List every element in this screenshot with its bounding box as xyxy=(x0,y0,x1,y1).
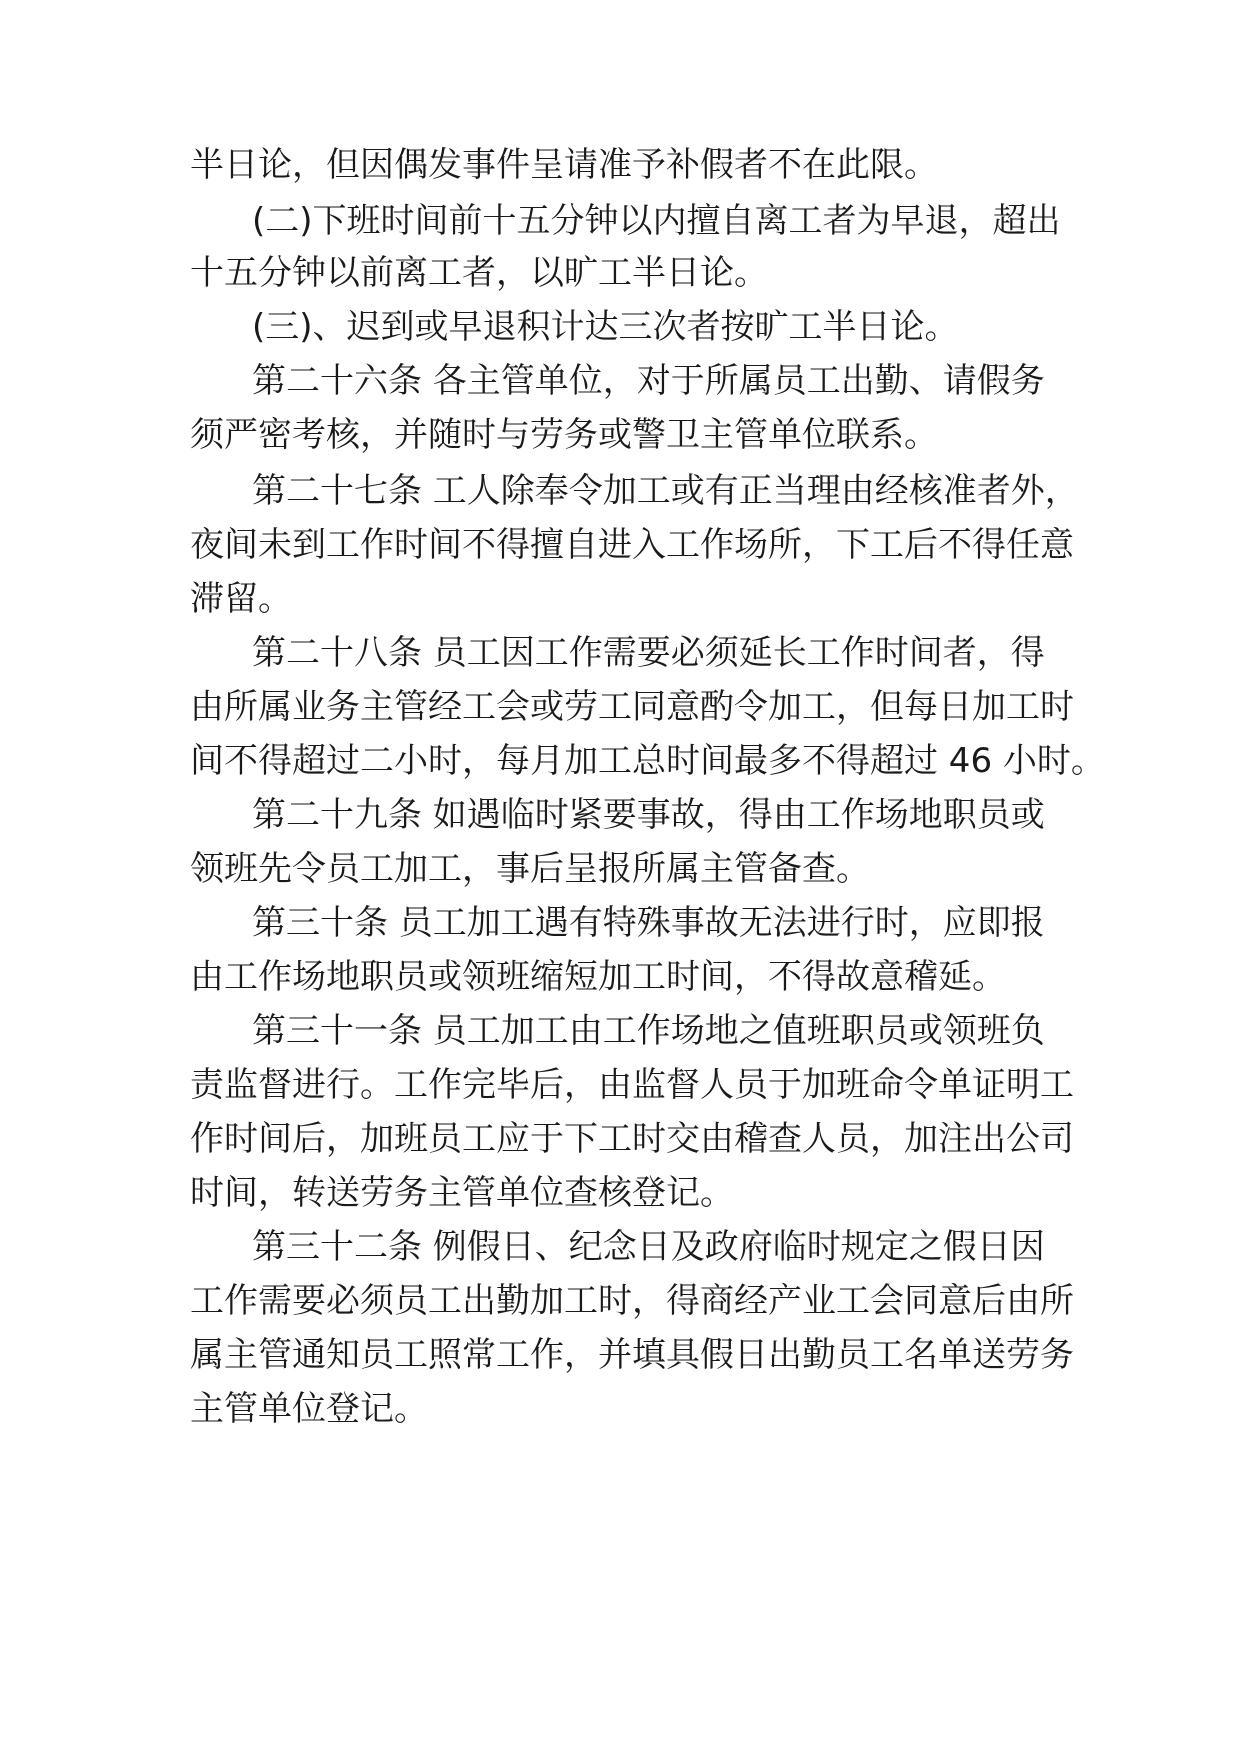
text-line: 由所属业务主管经工会或劳工同意酌令加工，但每日加工时 xyxy=(190,687,1074,727)
text-line: (二)下班时间前十五分钟以内擅自离工者为早退，超出 xyxy=(252,201,1061,241)
text-line: 主管单位登记。 xyxy=(190,1389,428,1429)
text-line: 第三十一条 员工加工由工作场地之值班职员或领班负 xyxy=(252,1011,1045,1051)
text-line: 由工作场地职员或领班缩短加工时间，不得故意稽延。 xyxy=(190,957,1006,997)
text-line: 作时间后，加班员工应于下工时交由稽查人员，加注出公司 xyxy=(190,1119,1074,1159)
text-line: 间不得超过二小时，每月加工总时间最多不得超过 46 小时。 xyxy=(190,741,1105,781)
text-line: 第二十九条 如遇临时紧要事故，得由工作场地职员或 xyxy=(252,795,1045,835)
text-line: 第三十条 员工加工遇有特殊事故无法进行时，应即报 xyxy=(252,903,1045,943)
text-line: 领班先令员工加工，事后呈报所属主管备查。 xyxy=(190,849,870,889)
text-line: 第三十二条 例假日、纪念日及政府临时规定之假日因 xyxy=(252,1227,1045,1267)
text-line: 十五分钟以前离工者，以旷工半日论。 xyxy=(190,253,768,293)
text-line: 半日论，但因偶发事件呈请准予补假者不在此限。 xyxy=(190,145,938,185)
text-line: 时间，转送劳务主管单位查核登记。 xyxy=(190,1173,734,1213)
text-line: 工作需要必须员工出勤加工时，得商经产业工会同意后由所 xyxy=(190,1281,1074,1321)
text-line: 责监督进行。工作完毕后，由监督人员于加班命令单证明工 xyxy=(190,1065,1074,1105)
text-line: 第二十六条 各主管单位，对于所属员工出勤、请假务 xyxy=(252,361,1045,401)
text-line: 第二十八条 员工因工作需要必须延长工作时间者，得 xyxy=(252,633,1045,673)
text-line: 第二十七条 工人除奉令加工或有正当理由经核准者外， xyxy=(252,471,1079,511)
text-line: (三)、迟到或早退积计达三次者按旷工半日论。 xyxy=(252,307,959,347)
text-line: 夜间未到工作时间不得擅自进入工作场所，下工后不得任意 xyxy=(190,525,1074,565)
text-line: 滞留。 xyxy=(190,579,292,619)
text-line: 须严密考核，并随时与劳务或警卫主管单位联系。 xyxy=(190,415,938,455)
text-line: 属主管通知员工照常工作，并填具假日出勤员工名单送劳务 xyxy=(190,1335,1074,1375)
